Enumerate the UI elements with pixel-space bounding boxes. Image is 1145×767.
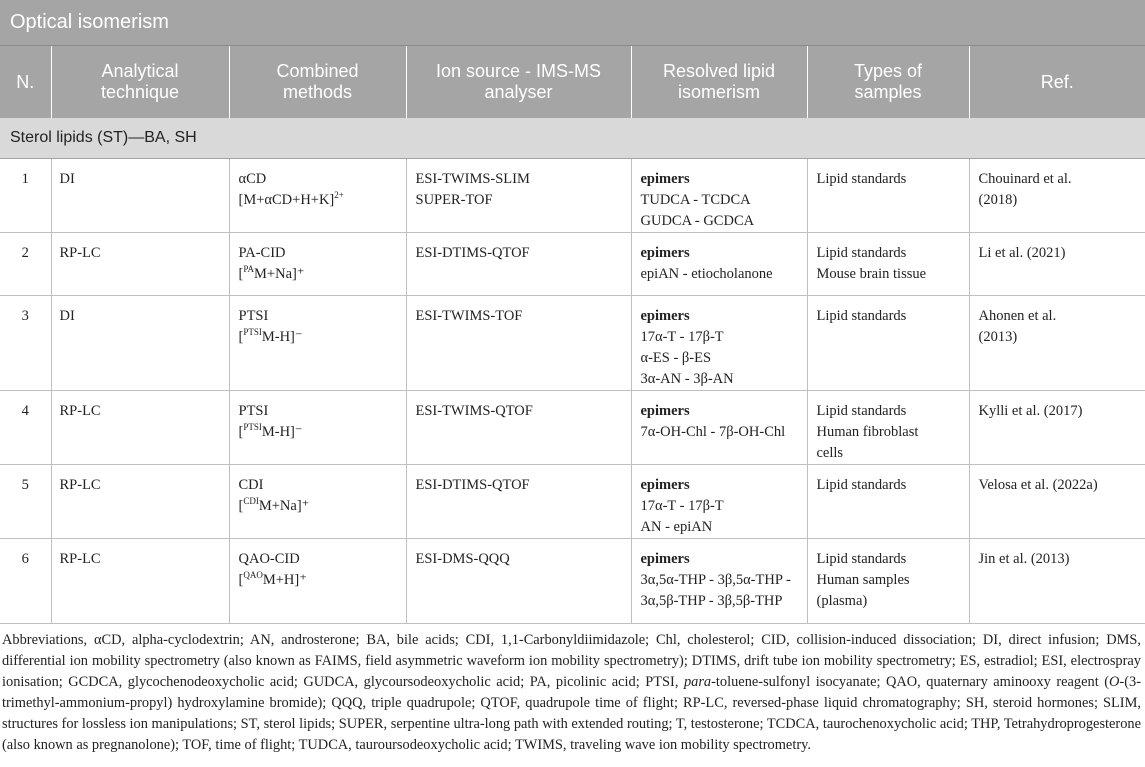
isomer-pair: 17α-T - 17β-T	[640, 498, 724, 514]
cell-ref	[969, 233, 1145, 296]
cell-ion-source	[406, 296, 631, 391]
adduct-sup: PTSI	[243, 327, 262, 337]
isomer-pair: 7α-OH-Chl - 7β-OH-Chl	[640, 424, 786, 440]
adduct-post: M+Na]⁺	[258, 498, 310, 514]
technique: RP-LC	[59, 551, 101, 567]
adduct-sup: CDI	[243, 496, 259, 506]
isomer-pair: 3α-AN - 3β-AN	[640, 371, 734, 387]
isomer-type: epimers	[640, 551, 690, 567]
cell-ref	[969, 539, 1145, 624]
table-title: Optical isomerism	[0, 0, 1145, 46]
adduct-post: M-H]⁻	[261, 424, 303, 440]
ion-source-line: ESI-TWIMS-QTOF	[415, 403, 533, 419]
header-technique-line2: technique	[100, 82, 180, 102]
method-name: PA-CID	[238, 245, 286, 261]
cell-ion-source	[406, 233, 631, 296]
adduct-sup: 2+	[334, 190, 344, 200]
cell-samples	[807, 539, 969, 624]
cell-combined-method	[229, 233, 406, 296]
reference-line: Jin et al. (2013)	[978, 551, 1070, 567]
ion-source-line: SUPER-TOF	[415, 192, 493, 208]
cell-combined-method	[229, 539, 406, 624]
sample-line: Lipid standards	[816, 245, 907, 261]
sample-line: (plasma)	[816, 593, 868, 609]
reference-line: (2013)	[978, 329, 1018, 345]
technique: DI	[59, 308, 75, 324]
ion-source-line: ESI-DMS-QQQ	[415, 551, 510, 567]
header-combined	[229, 46, 406, 118]
ion-source-line: ESI-TWIMS-TOF	[415, 308, 523, 324]
cell-samples	[807, 296, 969, 391]
cell-n	[0, 233, 51, 296]
cell-n	[0, 159, 51, 233]
header-technique-line1: Analytical	[101, 61, 179, 81]
reference-line: Chouinard et al.	[978, 171, 1072, 187]
cell-n	[0, 296, 51, 391]
cell-combined-method	[229, 391, 406, 465]
adduct-post: M-H]⁻	[261, 329, 303, 345]
footnote-part1: Abbreviations, αCD, alpha-cyclodextrin; AN, androsterone; BA, bile acids; CDI, 1,1-Carbonyldiimidazole; Chl, cholesterol; CID, collision-induced dissociation; DI, direct infusion; DMS, differential ion mobility spectrometry (also known as FAIMS, field asymmetric waveform ion mobility spectrometry); DTIMS, drift tube ion mobility spectrometry; ES, estradiol; ESI, electrospray ionisation; GCDCA, glycochenodeoxycholic acid; GUDCA, glycoursodeoxycholic acid; PA, picolinic acid; PTSI,	[2, 632, 1141, 691]
adduct-sup: QAO	[243, 570, 263, 580]
method-name: CDI	[238, 477, 264, 493]
sample-line: Human samples	[816, 572, 910, 588]
method-name: αCD	[238, 171, 267, 187]
table-row	[0, 296, 1145, 391]
isomer-pair: α-ES - β-ES	[640, 350, 712, 366]
cell-ion-source	[406, 159, 631, 233]
cell-samples	[807, 159, 969, 233]
technique: RP-LC	[59, 403, 101, 419]
adduct-pre: [	[238, 424, 244, 440]
technique: RP-LC	[59, 477, 101, 493]
cell-technique	[51, 465, 229, 539]
cell-n	[0, 465, 51, 539]
adduct-pre: [	[238, 498, 244, 514]
isomer-pair: GUDCA - GCDCA	[640, 213, 755, 229]
isomer-type: epimers	[640, 477, 690, 493]
cell-resolved-isomerism	[631, 539, 807, 624]
adduct-sup: PA	[243, 264, 255, 274]
cell-combined-method	[229, 296, 406, 391]
cell-technique	[51, 296, 229, 391]
sample-line: Lipid standards	[816, 403, 907, 419]
row-number: 4	[21, 403, 29, 419]
cell-technique	[51, 391, 229, 465]
header-samples-line1: Types of	[853, 61, 923, 81]
sample-line: cells	[816, 445, 844, 461]
table-row	[0, 465, 1145, 539]
footnote-part3: -(3-trimethyl-ammonium-propyl) hydroxylamine bromide); QQQ, triple quadrupole; QTOF, quadrupole time of flight; RP-LC, reversed-phase liquid chromatography; SH, steroid hormones; SLIM, structures for lossless ion manipulations; ST, sterol lipids; SUPER, serpentine ultra-long path with extended routing; T, testosterone; TCDCA, taurochenoxycholic acid; THP, Tetrahydroprogesterone (also known as pregnanolone); TOF, time of flight; TUDCA, tauroursodeoxycholic acid; TWIMS, traveling wave ion mobility spectrometry.	[2, 674, 1141, 754]
cell-ion-source	[406, 465, 631, 539]
header-combined-line1: Combined	[276, 61, 359, 81]
section-label: Sterol lipids (ST)—BA, SH	[0, 118, 1145, 159]
sample-line: Lipid standards	[816, 308, 907, 324]
table-row	[0, 539, 1145, 624]
cell-ref	[969, 465, 1145, 539]
method-name: PTSI	[238, 403, 269, 419]
cell-combined-method	[229, 465, 406, 539]
cell-resolved-isomerism	[631, 233, 807, 296]
table-row	[0, 391, 1145, 465]
reference-line: (2018)	[978, 192, 1018, 208]
footnote	[0, 624, 1145, 757]
cell-resolved-isomerism	[631, 296, 807, 391]
row-number: 5	[21, 477, 29, 493]
reference-line: Li et al. (2021)	[978, 245, 1066, 261]
method-name: PTSI	[238, 308, 269, 324]
ion-source-line: ESI-TWIMS-SLIM	[415, 171, 530, 187]
cell-resolved-isomerism	[631, 391, 807, 465]
cell-ref	[969, 159, 1145, 233]
adduct-post: M+H]⁺	[262, 572, 307, 588]
cell-samples	[807, 233, 969, 296]
cell-technique	[51, 539, 229, 624]
header-n: N.	[0, 46, 51, 118]
row-number: 3	[21, 308, 29, 324]
cell-n	[0, 391, 51, 465]
isomer-type: epimers	[640, 403, 690, 419]
cell-resolved-isomerism	[631, 159, 807, 233]
adduct-post: M+Na]⁺	[254, 266, 305, 282]
header-samples-line2: samples	[854, 82, 922, 102]
table-row	[0, 233, 1145, 296]
header-ion-source	[406, 46, 631, 118]
isomer-pair: epiAN - etiocholanone	[640, 266, 773, 282]
sample-line: Mouse brain tissue	[816, 266, 927, 282]
cell-technique	[51, 233, 229, 296]
isomer-pair: TUDCA - TCDCA	[640, 192, 751, 208]
footnote-italic2: O	[1109, 674, 1120, 691]
adduct-pre: [	[238, 572, 244, 588]
ion-source-line: ESI-DTIMS-QTOF	[415, 477, 530, 493]
isomer-pair: 3α,5α-THP - 3β,5α-THP -	[640, 572, 791, 588]
header-resolved-line2: isomerism	[677, 82, 760, 102]
adduct-pre: [M+αCD+H+K]	[238, 192, 335, 208]
isomer-pair: AN - epiAN	[640, 519, 713, 535]
technique: DI	[59, 171, 75, 187]
cell-ref	[969, 391, 1145, 465]
cell-samples	[807, 391, 969, 465]
isomer-type: epimers	[640, 308, 690, 324]
row-number: 6	[21, 551, 29, 567]
header-ref: Ref.	[969, 46, 1145, 118]
sample-line: Lipid standards	[816, 171, 907, 187]
table-body	[0, 159, 1145, 624]
adduct-pre: [	[238, 266, 244, 282]
cell-samples	[807, 465, 969, 539]
reference-line: Ahonen et al.	[978, 308, 1057, 324]
adduct-pre: [	[238, 329, 244, 345]
isomer-pair: 3α,5β-THP - 3β,5β-THP	[640, 593, 783, 609]
header-combined-line2: methods	[282, 82, 353, 102]
header-ion-source-line2: analyser	[484, 82, 553, 102]
table-row	[0, 159, 1145, 233]
technique: RP-LC	[59, 245, 101, 261]
cell-ion-source	[406, 539, 631, 624]
isomer-pair: 17α-T - 17β-T	[640, 329, 724, 345]
ion-source-line: ESI-DTIMS-QTOF	[415, 245, 530, 261]
header-technique	[51, 46, 229, 118]
footnote-part2: -toluene-sulfonyl isocyanate; QAO, quaternary aminooxy reagent (	[711, 674, 1110, 691]
cell-ion-source	[406, 391, 631, 465]
cell-n	[0, 539, 51, 624]
cell-ref	[969, 296, 1145, 391]
cell-technique	[51, 159, 229, 233]
header-ion-source-line1: Ion source - IMS-MS	[435, 61, 602, 81]
isomer-type: epimers	[640, 245, 690, 261]
sample-line: Lipid standards	[816, 551, 907, 567]
row-number: 1	[21, 171, 29, 187]
header-resolved-line1: Resolved lipid	[662, 61, 776, 81]
cell-resolved-isomerism	[631, 465, 807, 539]
header-resolved	[631, 46, 807, 118]
adduct-sup: PTSI	[243, 422, 262, 432]
reference-line: Velosa et al. (2022a)	[978, 477, 1098, 493]
sample-line: Lipid standards	[816, 477, 907, 493]
footnote-italic1: para	[683, 674, 712, 691]
isomer-type: epimers	[640, 171, 690, 187]
sample-line: Human fibroblast	[816, 424, 919, 440]
table-header	[0, 46, 1145, 118]
row-number: 2	[21, 245, 29, 261]
reference-line: Kylli et al. (2017)	[978, 403, 1083, 419]
header-samples	[807, 46, 969, 118]
cell-combined-method	[229, 159, 406, 233]
method-name: QAO-CID	[238, 551, 300, 567]
